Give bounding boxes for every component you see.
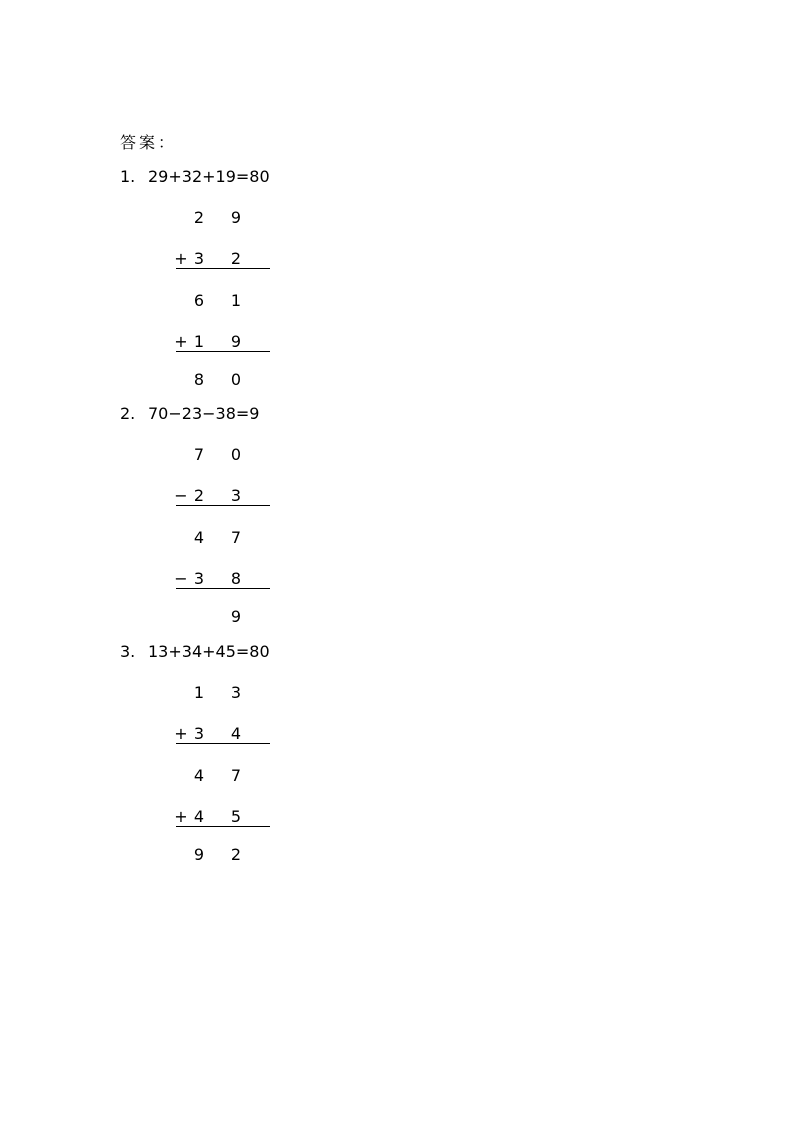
vertical-row xyxy=(0,845,794,865)
tens-digit: 4 xyxy=(193,528,205,547)
vertical-row xyxy=(0,607,794,627)
ones-digit: 3 xyxy=(230,486,242,505)
ones-digit: 1 xyxy=(230,291,242,310)
ones-digit: 3 xyxy=(230,683,242,702)
vertical-row xyxy=(0,208,794,228)
ones-digit: 2 xyxy=(230,845,242,864)
tens-digit: 3 xyxy=(193,569,205,588)
vertical-row xyxy=(0,445,794,465)
operator: − xyxy=(174,486,188,505)
problem-number: 1. xyxy=(120,167,136,186)
operator: − xyxy=(174,569,188,588)
ones-digit: 4 xyxy=(230,724,242,743)
vertical-row xyxy=(0,249,794,269)
difference-line xyxy=(176,505,270,506)
sum-line xyxy=(176,268,270,269)
problem-title xyxy=(120,167,270,187)
tens-digit: 4 xyxy=(193,807,205,826)
vertical-row xyxy=(0,724,794,744)
tens-digit: 2 xyxy=(193,208,205,227)
ones-digit: 9 xyxy=(230,607,242,626)
tens-digit: 1 xyxy=(193,683,205,702)
tens-digit: 3 xyxy=(193,724,205,743)
operator: + xyxy=(174,332,188,351)
sum-line xyxy=(176,351,270,352)
operator: + xyxy=(174,724,188,743)
vertical-row xyxy=(0,332,794,352)
sum-line xyxy=(176,826,270,827)
tens-digit: 7 xyxy=(193,445,205,464)
problem-number: 3. xyxy=(120,642,136,661)
problem-number: 2. xyxy=(120,404,136,423)
vertical-row xyxy=(0,569,794,589)
vertical-row xyxy=(0,370,794,390)
problem-expression: 29+32+19=80 xyxy=(148,167,270,186)
operator: + xyxy=(174,249,188,268)
ones-digit: 0 xyxy=(230,445,242,464)
vertical-row xyxy=(0,291,794,311)
ones-digit: 9 xyxy=(230,332,242,351)
tens-digit: 2 xyxy=(193,486,205,505)
vertical-row xyxy=(0,486,794,506)
tens-digit: 3 xyxy=(193,249,205,268)
ones-digit: 2 xyxy=(230,249,242,268)
problem-title xyxy=(120,404,259,424)
tens-digit: 9 xyxy=(193,845,205,864)
tens-digit: 1 xyxy=(193,332,205,351)
operator: + xyxy=(174,807,188,826)
problem-expression: 13+34+45=80 xyxy=(148,642,270,661)
answer-heading: 答案： xyxy=(120,133,178,152)
ones-digit: 7 xyxy=(230,766,242,785)
vertical-row xyxy=(0,683,794,703)
difference-line xyxy=(176,588,270,589)
problem-title xyxy=(120,642,270,662)
vertical-row xyxy=(0,528,794,548)
vertical-row xyxy=(0,807,794,827)
ones-digit: 5 xyxy=(230,807,242,826)
ones-digit: 7 xyxy=(230,528,242,547)
ones-digit: 9 xyxy=(230,208,242,227)
sum-line xyxy=(176,743,270,744)
vertical-row xyxy=(0,766,794,786)
tens-digit: 6 xyxy=(193,291,205,310)
tens-digit: 8 xyxy=(193,370,205,389)
problem-expression: 70−23−38=9 xyxy=(148,404,260,423)
ones-digit: 0 xyxy=(230,370,242,389)
ones-digit: 8 xyxy=(230,569,242,588)
tens-digit: 4 xyxy=(193,766,205,785)
